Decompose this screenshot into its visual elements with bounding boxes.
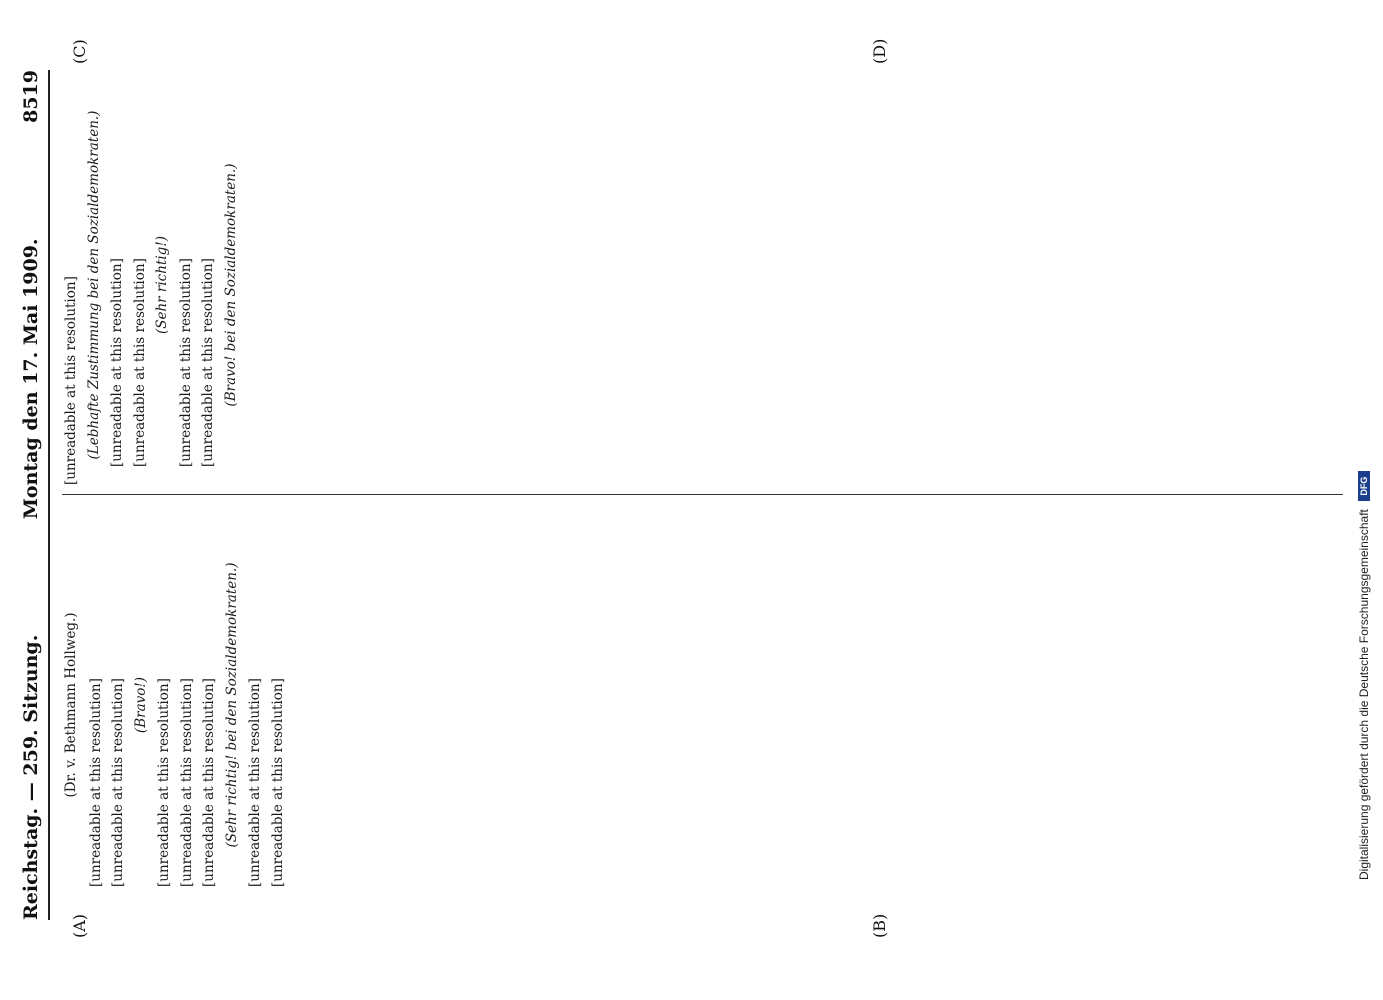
speaker-reference: (Dr. v. Bethmann Hollweg.) [63, 612, 79, 798]
interjection: (Lebhafte Zustimmung bei den Sozialdemokraten.) [85, 110, 102, 460]
digitization-footer [1357, 471, 1371, 880]
paragraph: [unreadable at this resolution] [131, 258, 148, 467]
paragraph: [unreadable at this resolution] [247, 678, 263, 887]
margin-letter-c: (C) [70, 39, 89, 64]
right-column [62, 85, 1343, 485]
interjection: (Sehr richtig!) [154, 235, 170, 335]
paragraph: [unreadable at this resolution] [63, 276, 79, 485]
paragraph: [unreadable at this resolution] [178, 678, 195, 887]
interjection: (Sehr richtig! bei den Sozialdemokraten.) [223, 562, 240, 848]
header-left: Reichstag. — 259. Sitzung. [20, 634, 42, 920]
paragraph: [unreadable at this resolution] [110, 678, 126, 887]
paragraph: [unreadable at this resolution] [109, 258, 125, 467]
margin-letter-b: (B) [870, 913, 889, 938]
column-divider [62, 494, 1343, 495]
left-column [62, 505, 1343, 905]
margin-letter-a: (A) [70, 913, 89, 938]
paragraph: [unreadable at this resolution] [177, 258, 194, 467]
page-header [18, 70, 50, 920]
paragraph: [unreadable at this resolution] [201, 678, 217, 887]
paragraph: [unreadable at this resolution] [87, 678, 104, 887]
paragraph: [unreadable at this resolution] [269, 678, 286, 887]
paragraph: [unreadable at this resolution] [200, 258, 216, 467]
footer-text: Digitalisierung gefördert durch die Deutsche Forschungsgemeinschaft [1357, 509, 1371, 880]
margin-letter-d: (D) [870, 38, 889, 64]
page-number: 8519 [20, 70, 42, 123]
dfg-logo: DFG [1358, 471, 1370, 501]
interjection: (Bravo! bei den Sozialdemokraten.) [222, 163, 239, 407]
paragraph: [unreadable at this resolution] [156, 678, 172, 887]
header-right: Montag den 17. Mai 1909. [20, 238, 42, 520]
interjection: (Bravo!) [132, 676, 149, 734]
